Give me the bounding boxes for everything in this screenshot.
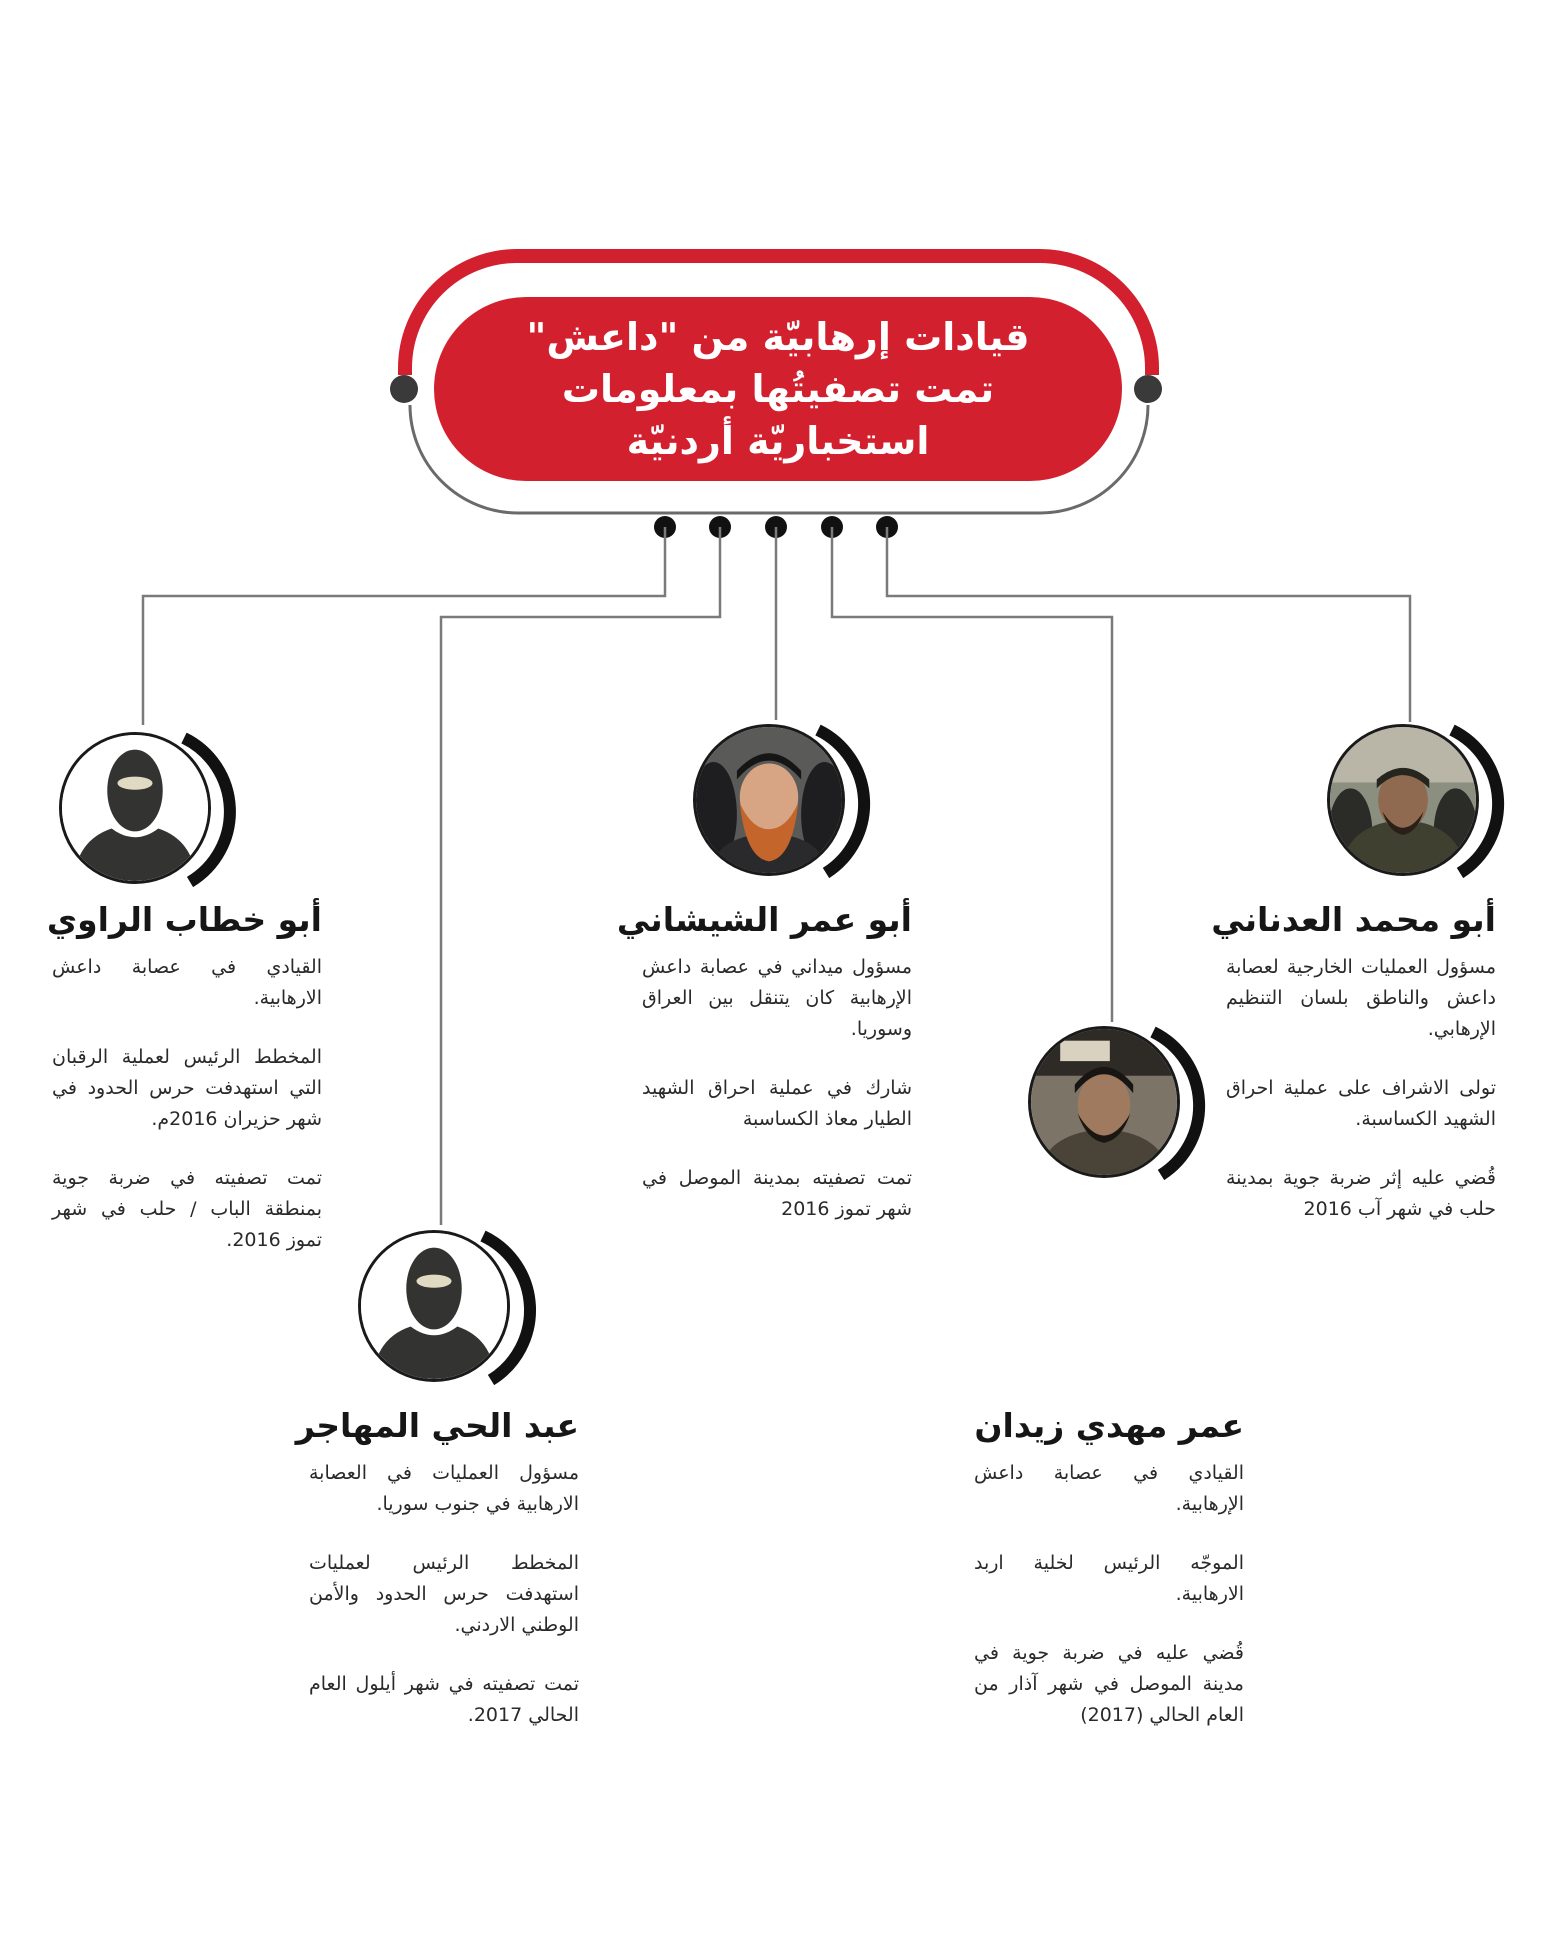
person-name: عبد الحي المهاجر (295, 1406, 579, 1445)
person-name: أبو محمد العدناني (1211, 900, 1496, 939)
masked-silhouette-icon (62, 735, 208, 881)
person-paragraph: شارك في عملية احراق الشهيد الطيار معاذ الكساسبة (642, 1077, 912, 1130)
person-paragraph: قُضي عليه إثر ضربة جوية بمدينة حلب في شهر آب 2016 (1226, 1167, 1496, 1220)
person-paragraph: قُضي عليه في ضربة جوية في مدينة الموصل في شهر آذار من العام الحالي (2017) (974, 1642, 1244, 1726)
title-line-2: تمت تصفيتُها بمعلومات (561, 367, 995, 411)
title-frame-dot-left (390, 375, 418, 403)
photo-portrait-icon (1330, 727, 1476, 873)
person-paragraph: مسؤول العمليات الخارجية لعصابة داعش والناطق بلسان التنظيم الإرهابي. (1226, 956, 1496, 1040)
photo-omar-mahdi (1028, 1026, 1180, 1178)
person-paragraph: تمت تصفيته في ضربة جوية بمنطقة الباب / حلب في شهر تموز 2016. (52, 1167, 322, 1251)
person-paragraph: تولى الاشراف على عملية احراق الشهيد الكساسبة. (1226, 1077, 1496, 1130)
person-shishani (616, 898, 912, 1253)
photo-portrait-icon (696, 727, 842, 873)
person-paragraph: المخطط الرئيس لعمليات استهدفت حرس الحدود والأمن الوطني الاردني. (309, 1552, 579, 1636)
person-paragraph: المخطط الرئيس لعملية الرقبان التي استهدفت حرس الحدود في شهر حزيران 2016م. (52, 1046, 322, 1130)
person-paragraph: تمت تصفيته بمدينة الموصل في شهر تموز 2016 (642, 1167, 912, 1220)
masked-silhouette-icon (361, 1233, 507, 1379)
person-paragraph: مسؤول ميداني في عصابة داعش الإرهابية كان يتنقل بين العراق وسوريا. (642, 956, 912, 1040)
person-abu-khattab (46, 898, 322, 1284)
person-paragraph: القيادي في عصابة داعش الارهابية. (52, 956, 322, 1009)
person-paragraph: تمت تصفيته في شهر أيلول العام الحالي 2017. (309, 1673, 579, 1726)
person-name: أبو خطاب الراوي (46, 900, 322, 939)
person-paragraph: الموجّه الرئيس لخلية اربد الارهابية. (974, 1552, 1244, 1605)
photo-abdulhay (358, 1230, 510, 1382)
person-abdulhay (295, 1404, 579, 1759)
branch-line-abu-khattab (143, 527, 665, 725)
person-paragraph: مسؤول العمليات في العصابة الارهابية في جنوب سوريا. (309, 1462, 579, 1515)
title-line-3: استخباريّة أردنيّة (626, 419, 930, 463)
person-omar-mahdi (974, 1404, 1244, 1759)
title-line-1: قيادات إرهابيّة من "داعش" (526, 315, 1030, 359)
branch-line-adnani (887, 527, 1410, 722)
title-box (434, 297, 1122, 481)
photo-adnani (1327, 724, 1479, 876)
person-name: أبو عمر الشيشاني (616, 900, 912, 939)
person-paragraph: القيادي في عصابة داعش الإرهابية. (974, 1462, 1244, 1515)
title-frame-dot-right (1134, 375, 1162, 403)
person-adnani (1211, 898, 1496, 1253)
person-name: عمر مهدي زيدان (974, 1406, 1244, 1445)
photo-portrait-icon (1031, 1029, 1177, 1175)
photo-shishani (693, 724, 845, 876)
photo-abu-khattab (59, 732, 211, 884)
